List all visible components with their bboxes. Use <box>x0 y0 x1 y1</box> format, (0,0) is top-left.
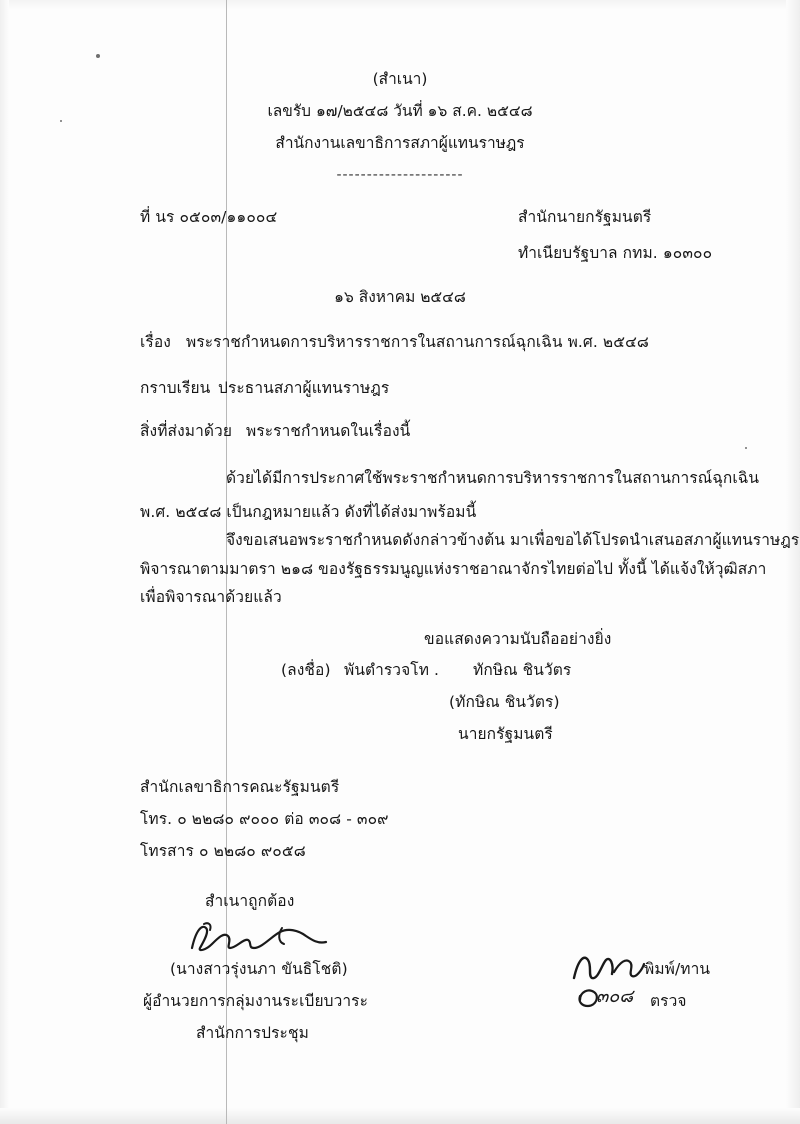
contact-phone: โทร. ๐ ๒๒๘๐ ๙๐๐๐ ต่อ ๓๐๘ - ๓๐๙ <box>140 810 389 828</box>
copy-mark: (สำเนา) <box>372 70 428 88</box>
certifier-position-2: สำนักการประชุม <box>196 1024 309 1042</box>
signed-label: (ลงชื่อ) <box>281 661 331 679</box>
sender-address: ทำเนียบรัฐบาล กทม. ๑๐๓๐๐ <box>518 244 713 262</box>
closing-text: ขอแสดงความนับถืออย่างยิ่ง <box>424 630 612 648</box>
issuing-office: สำนักงานเลขาธิการสภาผู้แทนราษฎร <box>275 134 525 152</box>
signer-name: ทักษิณ ชินวัตร <box>473 661 572 679</box>
print-check-initials-ink <box>570 950 650 984</box>
contact-fax: โทรสาร ๐ ๒๒๘๐ ๙๐๕๘ <box>140 842 306 860</box>
certifier-position-1: ผู้อำนวยการกลุ่มงานระเบียบวาระ <box>143 992 369 1010</box>
print-label: พิมพ์/ทาน <box>644 960 711 978</box>
signer-name-paren: (ทักษิณ ชินวัตร) <box>449 693 560 711</box>
contact-office: สำนักเลขาธิการคณะรัฐมนตรี <box>140 778 340 796</box>
body-line-5: เพื่อพิจารณาด้วยแล้ว <box>140 588 282 606</box>
document-date: ๑๖ สิงหาคม ๒๕๔๘ <box>334 288 466 306</box>
check-label: ตรวจ <box>650 992 687 1010</box>
signed-dot: . <box>434 661 440 679</box>
body-line-4: พิจารณาตามมาตรา ๒๑๘ ของรัฐธรรมนูญแห่งราชอาณาจักรไทยต่อไป ทั้งนี้ ได้แจ้งให้วุฒิสภา <box>140 560 767 578</box>
signer-position: นายกรัฐมนตรี <box>458 725 553 743</box>
subject-text: พระราชกำหนดการบริหารราชการในสถานการณ์ฉุกเฉิน พ.ศ. ๒๕๔๘ <box>186 333 649 351</box>
check-initials-text: ๓๐๘ <box>596 986 634 1007</box>
header-divider: --------------------- <box>336 167 464 183</box>
certifier-signature-ink <box>186 918 346 958</box>
certifier-name: (นางสาวรุ่งนภา ขันธิโชติ) <box>170 960 348 978</box>
sender-office: สำนักนายกรัฐมนตรี <box>518 208 652 226</box>
salutation-text: ประธานสภาผู้แทนราษฎร <box>218 379 390 397</box>
subject-label: เรื่อง <box>140 333 171 351</box>
doc-number: ที่ นร ๐๕๐๓/๑๑๐๐๔ <box>140 208 278 226</box>
body-line-1: ด้วยได้มีการประกาศใช้พระราชกำหนดการบริหารราชการในสถานการณ์ฉุกเฉิน <box>226 469 760 487</box>
signer-rank: พันตำรวจโท <box>344 661 430 679</box>
body-line-3: จึงขอเสนอพระราชกำหนดดังกล่าวข้างต้น มาเพื่อขอได้โปรดนำเสนอสภาผู้แทนราษฎร <box>226 531 800 549</box>
certify-label: สำเนาถูกต้อง <box>205 892 295 910</box>
attachment-label: สิ่งที่ส่งมาด้วย <box>140 422 233 440</box>
body-line-2: พ.ศ. ๒๕๔๘ เป็นกฎหมายแล้ว ดังที่ได้ส่งมาพร้อมนี้ <box>140 503 477 521</box>
receipt-line: เลขรับ ๑๗/๒๕๔๘ วันที่ ๑๖ ส.ค. ๒๕๔๘ <box>267 102 533 120</box>
attachment-text: พระราชกำหนดในเรื่องนี้ <box>246 422 411 440</box>
salutation-label: กราบเรียน <box>140 379 211 397</box>
